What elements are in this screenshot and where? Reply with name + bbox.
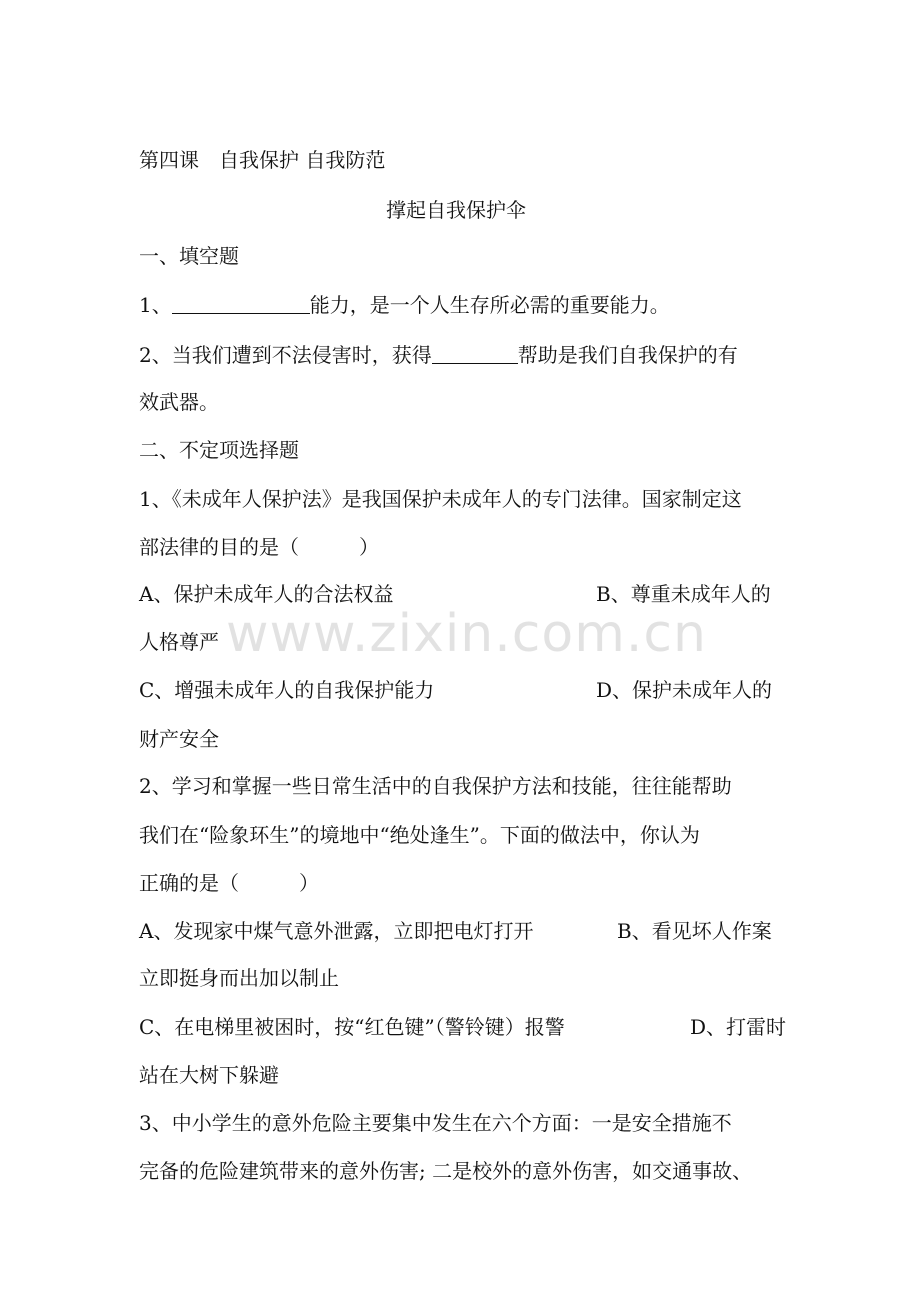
mc2-stem-line-1: 2、学习和掌握一些日常生活中的自我保护方法和技能，往往能帮助 (139, 774, 732, 798)
mc2-option-d: D、打雷时 (690, 1015, 787, 1039)
subtitle: 撑起自我保护伞 (386, 198, 526, 222)
mc1-option-a: A、保护未成年人的合法权益 (139, 582, 394, 606)
mc2-option-d-continued: 站在大树下躲避 (139, 1063, 279, 1087)
question-2 (139, 343, 738, 367)
question-1 (139, 293, 670, 317)
mc1-option-b-continued: 人格尊严 (139, 630, 219, 654)
mc3-stem-line-2: 完备的危险建筑带来的意外伤害; 二是校外的意外伤害，如交通事故、 (139, 1159, 753, 1183)
mc1-option-d-continued: 财产安全 (139, 727, 219, 751)
section-fill-blank: 一、填空题 (139, 244, 239, 268)
answer-blank (432, 343, 518, 364)
watermark: www.zixin.com.cn (226, 604, 707, 664)
mc1-option-b: B、尊重未成年人的 (596, 582, 771, 606)
mc2-stem-line-2: 我们在“险象环生”的境地中“绝处逢生”。下面的做法中，你认为 (139, 823, 700, 847)
mc1-option-c: C、增强未成年人的自我保护能力 (139, 678, 435, 702)
mc1-stem-line-2: 部法律的目的是（ ） (139, 535, 379, 559)
question-2-text-a: 2、当我们遭到不法侵害时，获得 (139, 343, 432, 367)
lesson-title: 第四课 自我保护 自我防范 (139, 148, 386, 172)
mc2-option-c: C、在电梯里被困时，按“红色键”（警铃键）报警 (139, 1015, 565, 1039)
mc2-option-b: B、看见坏人作案 (617, 919, 772, 943)
section-multiple-choice: 二、不定项选择题 (139, 438, 299, 462)
question-2-text-b: 帮助是我们自我保护的有 (517, 343, 738, 367)
answer-blank (172, 293, 310, 314)
mc1-stem-line-1: 1、《未成年人保护法》是我国保护未成年人的专门法律。国家制定这 (139, 487, 742, 511)
mc2-stem-line-3: 正确的是（ ） (139, 871, 319, 895)
mc1-option-d: D、保护未成年人的 (596, 678, 773, 702)
question-1-number: 1、 (139, 293, 172, 317)
question-2-continued: 效武器。 (139, 390, 219, 414)
mc2-option-a: A、发现家中煤气意外泄露，立即把电灯打开 (139, 919, 534, 943)
question-1-text: 能力，是一个人生存所必需的重要能力。 (309, 293, 670, 317)
mc3-stem-line-1: 3、中小学生的意外危险主要集中发生在六个方面：一是安全措施不 (139, 1111, 732, 1135)
mc2-option-b-continued: 立即挺身而出加以制止 (139, 966, 339, 990)
